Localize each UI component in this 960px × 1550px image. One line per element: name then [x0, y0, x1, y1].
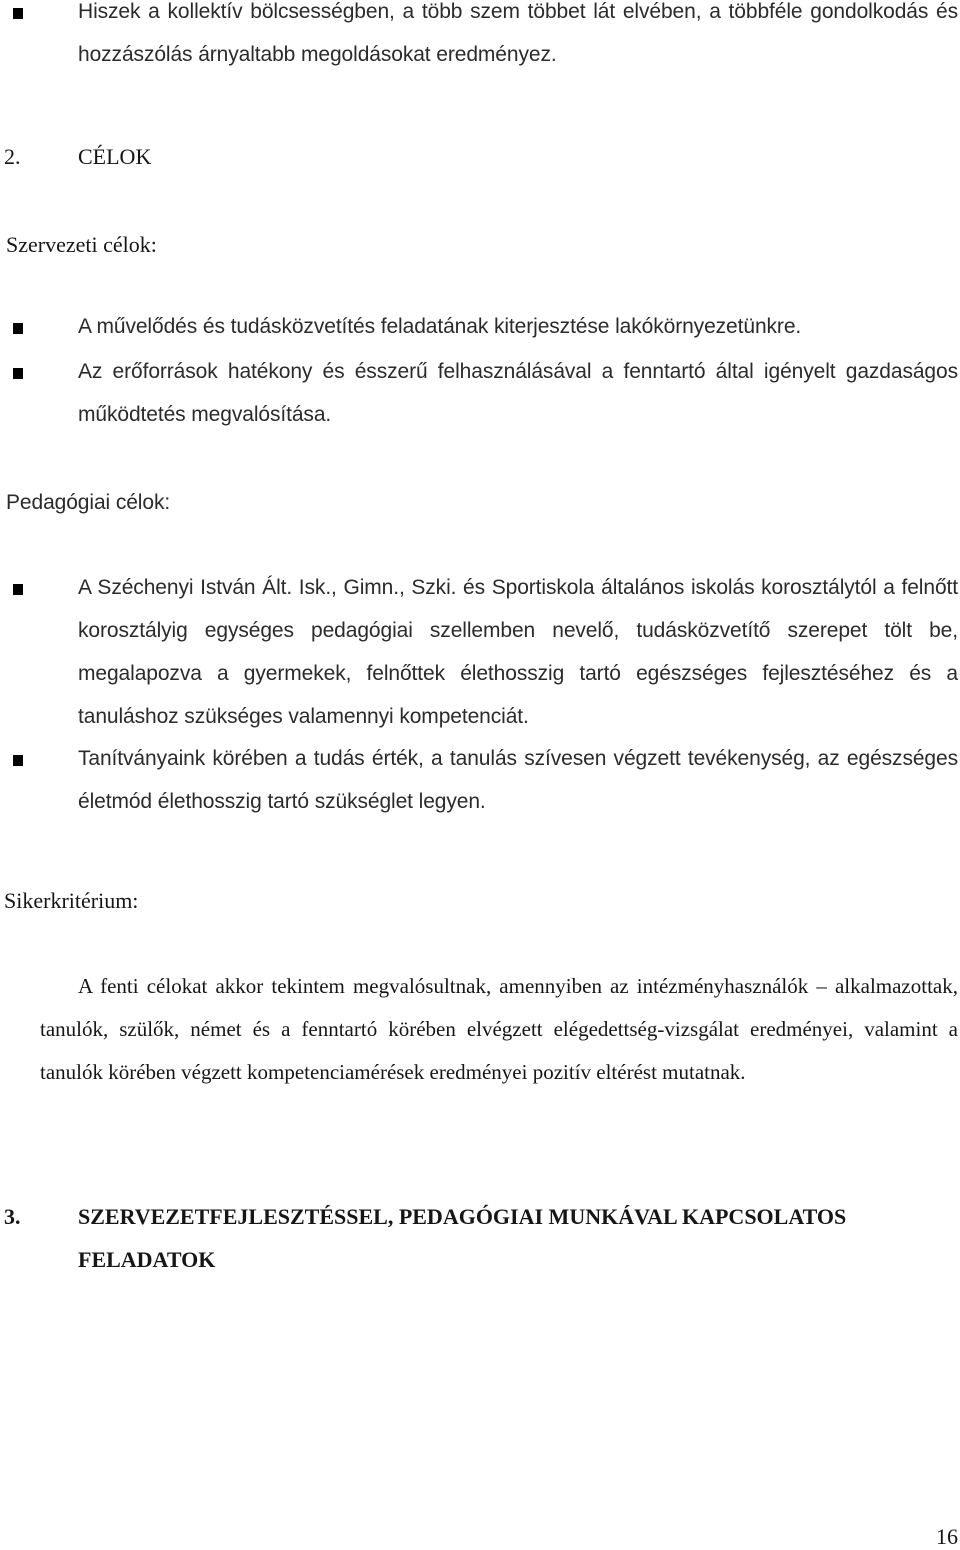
subsection-heading: Sikerkritérium:: [4, 888, 139, 913]
section-number: 2.: [4, 144, 21, 169]
page-number: 16: [936, 1524, 958, 1549]
section-title: SZERVEZETFEJLESZTÉSSEL, PEDAGÓGIAI MUNKÁVAL KAPCSOLATOS FELADATOK: [78, 1204, 847, 1272]
bullet-icon: [13, 8, 23, 19]
paragraph-text: A fenti célokat akkor tekintem megvalósultnak, amennyiben az intézményhasználók – alkalmazottak, tanulók, szülők, német és a fenntartó körében elvégzett elégedettség-vizsgálat eredményei, valamint a tanulók körében végzett kompetenciamérések eredményei pozitív eltérést mutatnak.: [40, 974, 958, 1084]
subsection-heading: Szervezeti célok:: [6, 232, 157, 257]
bullet-text: A művelődés és tudásközvetítés feladatának kiterjesztése lakókörnyezetünkre.: [78, 315, 802, 338]
section-title: CÉLOK: [78, 144, 152, 169]
bullet-icon: [13, 323, 23, 334]
subsection-heading: Pedagógiai célok:: [6, 491, 171, 514]
bullet-icon: [13, 755, 23, 766]
bullet-text: Hiszek a kollektív bölcsességben, a több szem többet lát elvében, a többféle gondolkodás és hozzászólás árnyaltabb megoldásokat eredményez.: [78, 0, 958, 66]
bullet-icon: [13, 584, 23, 595]
bullet-text: Tanítványaink körében a tudás érték, a tanulás szívesen végzett tevékenység, az egészséges életmód élethosszig tartó szükséglet legyen.: [78, 747, 958, 813]
paragraph: [40, 965, 958, 1094]
bullet-icon: [13, 368, 23, 379]
bullet-text: Az erőforrások hatékony és ésszerű felhasználásával a fenntartó által igényelt gazdaságos működtetés megvalósítása.: [78, 360, 958, 426]
section-number: 3.: [4, 1204, 21, 1229]
bullet-text: A Széchenyi István Ált. Isk., Gimn., Szki. és Sportiskola általános iskolás korosztálytól a felnőtt korosztályig egységes pedagógiai szellemben nevelő, tudásközvetítő szerepet tölt be, megalapozva a gyermekek, felnőttek élethosszig tartó egészséges fejlesztéséhez és a tanuláshoz szükséges valamennyi kompetenciát.: [78, 576, 958, 728]
